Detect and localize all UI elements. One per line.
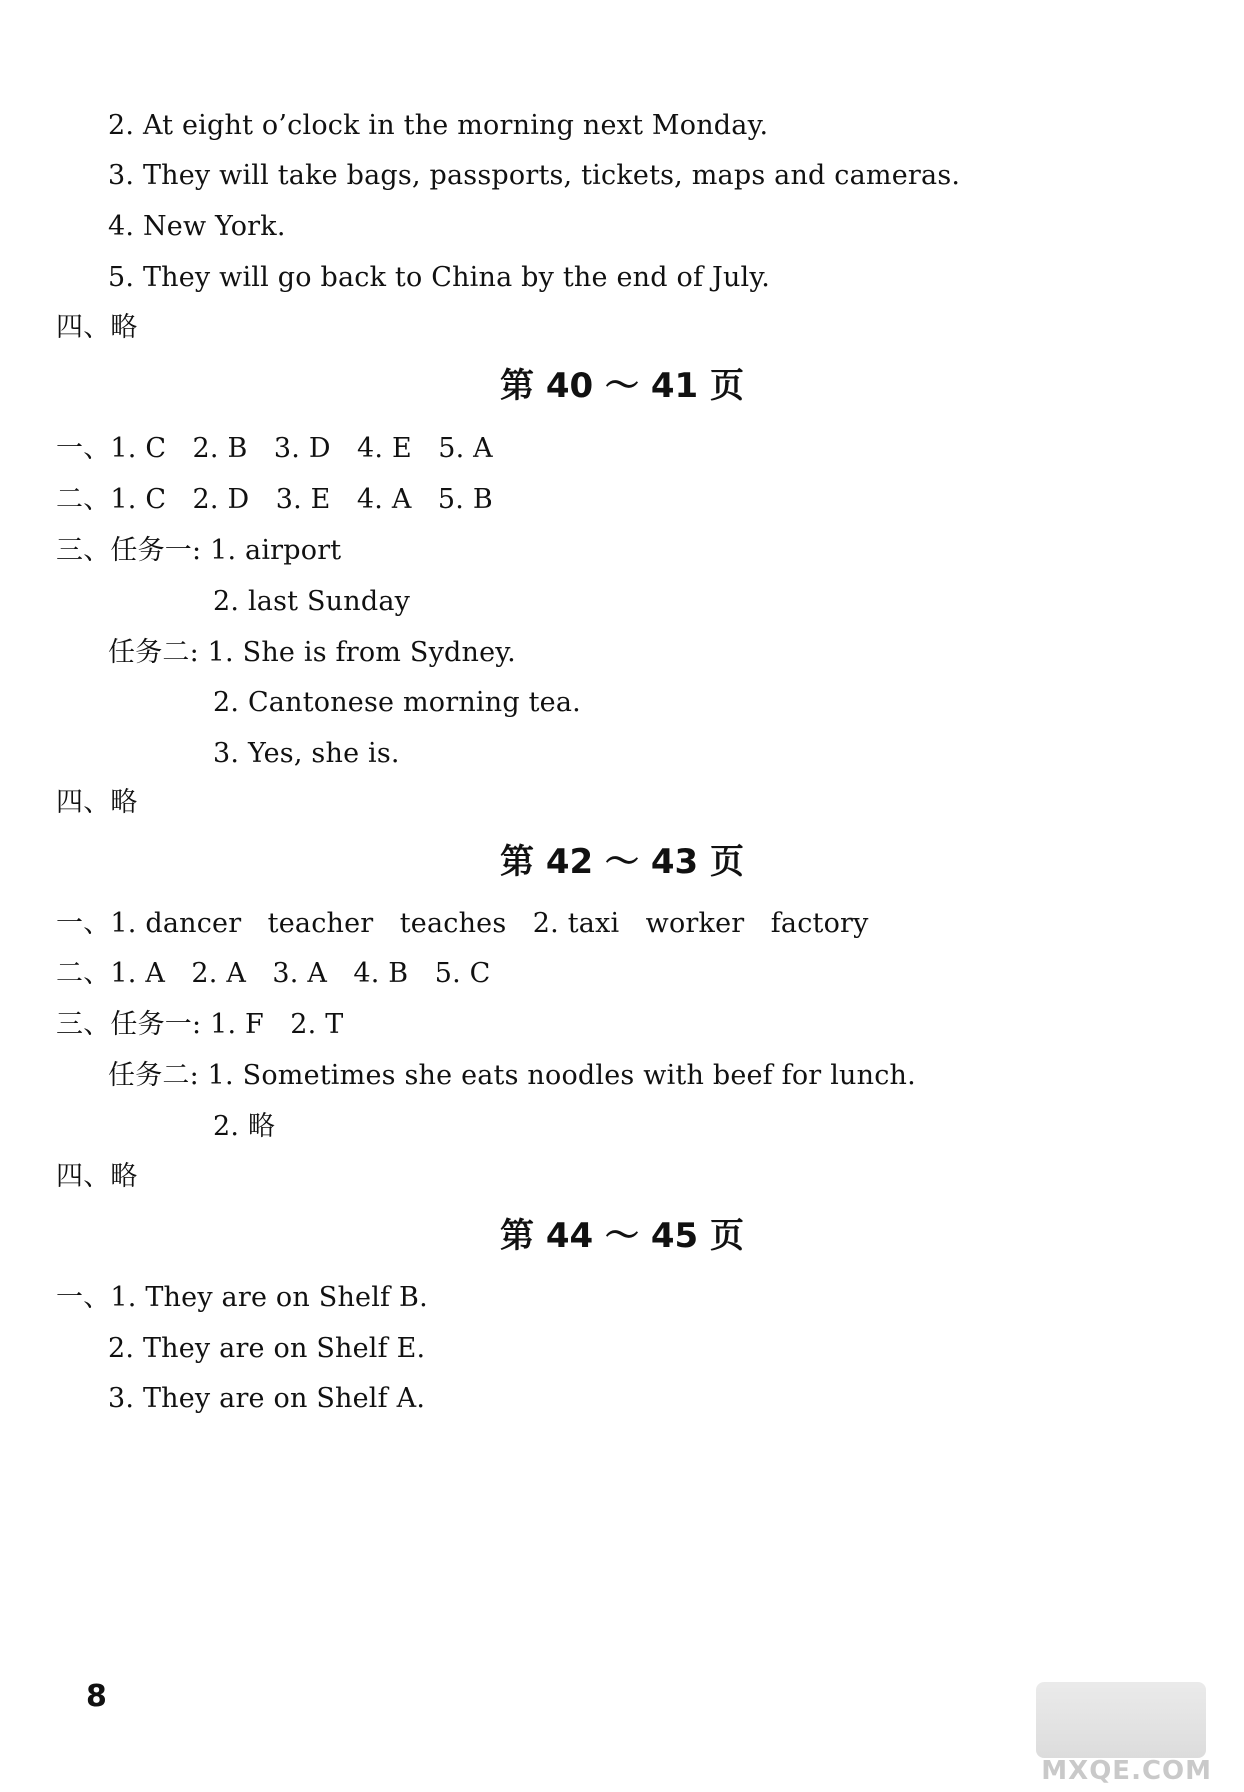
watermark-logo-icon <box>1036 1682 1206 1758</box>
answer-line: 三、任务一: 1. airport <box>56 535 342 566</box>
watermark-text: MXQE.COM <box>1041 1756 1212 1786</box>
answer-line: 任务二: 1. Sometimes she eats noodles with beef for lunch. <box>108 1060 916 1091</box>
answer-line: 3. They will take bags, passports, tickets, maps and cameras. <box>108 160 961 191</box>
answer-line: 四、略 <box>56 787 138 818</box>
answer-line: 2. 略 <box>213 1111 276 1142</box>
answer-line: 一、1. C 2. B 3. D 4. E 5. A <box>56 433 493 464</box>
answer-line: 四、略 <box>56 312 138 343</box>
answer-line: 5. They will go back to China by the end of July. <box>108 262 771 293</box>
section-heading: 第 40 ～ 41 页 <box>500 366 744 406</box>
page-number: 8 <box>86 1679 107 1714</box>
section-heading: 第 44 ～ 45 页 <box>500 1216 744 1256</box>
answer-line: 四、略 <box>56 1161 138 1192</box>
answer-line: 一、1. dancer teacher teaches 2. taxi worker factory <box>56 908 869 939</box>
answer-line: 2. last Sunday <box>213 586 411 617</box>
answer-line: 一、1. They are on Shelf B. <box>56 1282 428 1313</box>
answer-line: 2. At eight o’clock in the morning next Monday. <box>108 110 769 141</box>
watermark <box>1032 1682 1212 1792</box>
answer-line: 任务二: 1. She is from Sydney. <box>108 637 516 668</box>
answer-line: 2. They are on Shelf E. <box>108 1333 426 1364</box>
answer-line: 3. They are on Shelf A. <box>108 1383 426 1414</box>
answer-line: 2. Cantonese morning tea. <box>213 687 581 718</box>
section-heading: 第 42 ～ 43 页 <box>500 842 744 882</box>
answer-line: 三、任务一: 1. F 2. T <box>56 1009 344 1040</box>
answer-line: 3. Yes, she is. <box>213 738 400 769</box>
answer-line: 二、1. A 2. A 3. A 4. B 5. C <box>56 958 491 989</box>
answer-line: 二、1. C 2. D 3. E 4. A 5. B <box>56 484 493 515</box>
answer-line: 4. New York. <box>108 211 286 242</box>
